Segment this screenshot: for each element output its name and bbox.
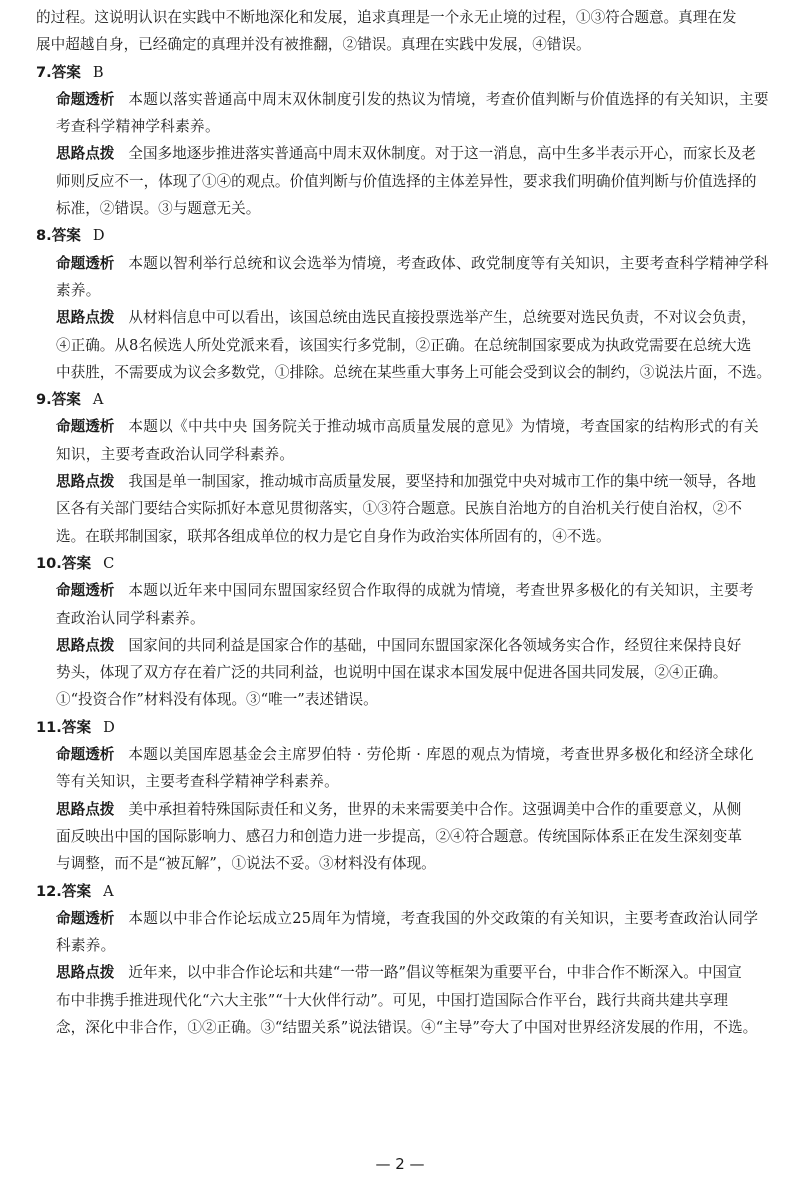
intro-line: 展中超越自身，已经确定的真理并没有被推翻，②错误。真理在实践中发展，④错误。 bbox=[36, 36, 591, 54]
answer-letter: A bbox=[103, 882, 114, 900]
hint-text: 近年来，以中非合作论坛和共建“一带一路”倡议等框架为重要平台，中非合作不断深入。中国宣 bbox=[128, 964, 742, 982]
hint-text: 从材料信息中可以看出，该国总统由选民直接投票选举产生，总统要对选民负责，不对议会负责， bbox=[128, 309, 756, 327]
hint-text: 布中非携手推进现代化“六大主张”“十大伙伴行动”。可见，中国打造国际合作平台，践行共商共建共享理 bbox=[56, 991, 728, 1009]
analysis-label: 命题透析 bbox=[56, 909, 115, 927]
analysis-label: 命题透析 bbox=[56, 254, 115, 272]
page-number: — 2 — bbox=[375, 1155, 425, 1173]
hint-text: 势头，体现了双方存在着广泛的共同利益，也说明中国在谋求本国发展中促进各国共同发展，②④正确。 bbox=[56, 664, 728, 682]
hint-line bbox=[36, 796, 774, 823]
hint-line bbox=[36, 168, 774, 195]
hint-text: 全国多地逐步推进落实普通高中周末双休制度。对于这一消息，高中生多半表示开心，而家长及老 bbox=[128, 145, 756, 163]
analysis-text: 查政治认同学科素养。 bbox=[56, 609, 205, 627]
analysis-line bbox=[36, 577, 774, 604]
analysis-line bbox=[36, 905, 774, 932]
question-number: 10. bbox=[36, 554, 62, 572]
question-number: 7. bbox=[36, 63, 52, 81]
analysis-line bbox=[36, 441, 774, 468]
hint-line bbox=[36, 304, 774, 331]
answer-label: 答案 bbox=[61, 882, 92, 900]
hint-line bbox=[36, 468, 774, 495]
hint-line bbox=[36, 959, 774, 986]
answer-label: 答案 bbox=[51, 227, 81, 245]
answer-letter: C bbox=[103, 554, 115, 572]
analysis-text: 等有关知识，主要考查科学精神学科素养。 bbox=[56, 773, 339, 791]
analysis-label: 命题透析 bbox=[56, 90, 115, 108]
hint-line bbox=[36, 332, 774, 359]
question-number: 11. bbox=[36, 718, 62, 736]
analysis-text: 本题以《中共中央 国务院关于推动城市高质量发展的意见》为情境，考查国家的结构形式的有关 bbox=[128, 418, 759, 436]
answer-letter: A bbox=[92, 391, 104, 409]
analysis-line bbox=[36, 277, 774, 304]
hint-label: 思路点拨 bbox=[56, 473, 115, 491]
hint-text: 面反映出中国的国际影响力、感召力和创造力进一步提高，②④符合题意。传统国际体系正在发生深刻变革 bbox=[56, 827, 742, 845]
question-header bbox=[36, 878, 774, 905]
hint-line bbox=[36, 523, 774, 550]
answer-letter: D bbox=[103, 718, 115, 736]
question-header bbox=[36, 386, 774, 413]
hint-line bbox=[36, 823, 774, 850]
analysis-text: 本题以近年来中国同东盟国家经贸合作取得的成就为情境，考查世界多极化的有关知识，主要考 bbox=[128, 582, 754, 600]
analysis-text: 本题以智利举行总统和议会选举为情境，考查政体、政党制度等有关知识，主要考查科学精神学科 bbox=[128, 254, 769, 272]
question-number: 9. bbox=[36, 391, 52, 409]
intro-line: 的过程。这说明认识在实践中不断地深化和发展，追求真理是一个永无止境的过程，①③符合题意。真理在发 bbox=[36, 9, 737, 26]
answer-label: 答案 bbox=[61, 554, 92, 572]
hint-label: 思路点拨 bbox=[56, 800, 115, 818]
analysis-label: 命题透析 bbox=[56, 582, 115, 600]
hint-text: 标准，②错误。③与题意无关。 bbox=[56, 200, 261, 218]
analysis-line bbox=[36, 768, 774, 795]
analysis-text: 本题以中非合作论坛成立25周年为情境，考查我国的外交政策的有关知识，主要考查政治认同学 bbox=[128, 909, 759, 927]
answer-label: 答案 bbox=[51, 63, 81, 81]
hint-text: ①“投资合作”材料没有体现。③“唯一”表述错误。 bbox=[56, 691, 378, 709]
analysis-text: 知识，主要考查政治认同学科素养。 bbox=[56, 445, 295, 463]
hint-text: 与调整，而不是“被瓦解”，①说法不妥。③材料没有体现。 bbox=[56, 855, 436, 873]
question-header bbox=[36, 550, 774, 577]
hint-text: 美中承担着特殊国际责任和义务，世界的未来需要美中合作。这强调美中合作的重要意义，从侧 bbox=[128, 800, 742, 818]
hint-text: 念，深化中非合作，①②正确。③“结盟关系”说法错误。④“主导”夸大了中国对世界经济发展的作用，不选。 bbox=[56, 1018, 758, 1036]
analysis-label: 命题透析 bbox=[56, 746, 115, 764]
hint-text: ④正确。从8名候选人所处党派来看，该国实行多党制，②正确。在总统制国家要成为执政党需要在总统大选 bbox=[56, 336, 752, 354]
analysis-line bbox=[36, 413, 774, 440]
hint-line bbox=[36, 850, 774, 877]
hint-line bbox=[36, 495, 774, 522]
hint-line bbox=[36, 140, 774, 167]
hint-label: 思路点拨 bbox=[56, 145, 115, 163]
analysis-line bbox=[36, 86, 774, 113]
hint-line bbox=[36, 987, 774, 1014]
analysis-text: 科素养。 bbox=[56, 937, 116, 955]
hint-text: 国家间的共同利益是国家合作的基础，中国同东盟国家深化各领域务实合作，经贸往来保持良好 bbox=[128, 636, 742, 654]
analysis-line bbox=[36, 605, 774, 632]
hint-label: 思路点拨 bbox=[56, 964, 115, 982]
hint-text: 我国是单一制国家，推动城市高质量发展，要坚持和加强党中央对城市工作的集中统一领导，各地 bbox=[128, 473, 756, 491]
answer-letter: B bbox=[92, 63, 104, 81]
answer-label: 答案 bbox=[61, 718, 92, 736]
analysis-line bbox=[36, 250, 774, 277]
analysis-line bbox=[36, 932, 774, 959]
question-header bbox=[36, 59, 774, 86]
hint-text: 区各有关部门要结合实际抓好本意见贯彻落实，①③符合题意。民族自治地方的自治机关行使自治权，②不 bbox=[56, 500, 742, 518]
question-header bbox=[36, 222, 774, 249]
hint-text: 师则反应不一，体现了①④的观点。价值判断与价值选择的主体差异性，要求我们明确价值判断与价值选择的 bbox=[56, 172, 757, 190]
question-number: 12. bbox=[36, 882, 62, 900]
analysis-text: 素养。 bbox=[56, 281, 101, 299]
analysis-line bbox=[36, 113, 774, 140]
hint-line bbox=[36, 359, 774, 386]
answer-label: 答案 bbox=[51, 391, 81, 409]
analysis-text: 本题以落实普通高中周末双休制度引发的热议为情境，考查价值判断与价值选择的有关知识，主要 bbox=[128, 90, 769, 108]
analysis-line bbox=[36, 741, 774, 768]
hint-line bbox=[36, 1014, 774, 1041]
analysis-text: 考查科学精神学科素养。 bbox=[56, 118, 220, 136]
hint-line bbox=[36, 659, 774, 686]
analysis-text: 本题以美国库恩基金会主席罗伯特 · 劳伦斯 · 库恩的观点为情境，考查世界多极化和经济全球化 bbox=[128, 746, 754, 764]
hint-text: 选。在联邦制国家，联邦各组成单位的权力是它自身作为政治实体所固有的，④不选。 bbox=[56, 527, 611, 545]
hint-line bbox=[36, 195, 774, 222]
hint-label: 思路点拨 bbox=[56, 636, 115, 654]
hint-line bbox=[36, 632, 774, 659]
hint-text: 中获胜，不需要成为议会多数党，①排除。总统在某些重大事务上可能会受到议会的制约，③说法片面，不选。 bbox=[56, 363, 772, 381]
question-header bbox=[36, 714, 774, 741]
answer-letter: D bbox=[92, 227, 105, 245]
hint-line bbox=[36, 686, 774, 713]
hint-label: 思路点拨 bbox=[56, 309, 115, 327]
analysis-label: 命题透析 bbox=[56, 418, 115, 436]
question-number: 8. bbox=[36, 227, 52, 245]
